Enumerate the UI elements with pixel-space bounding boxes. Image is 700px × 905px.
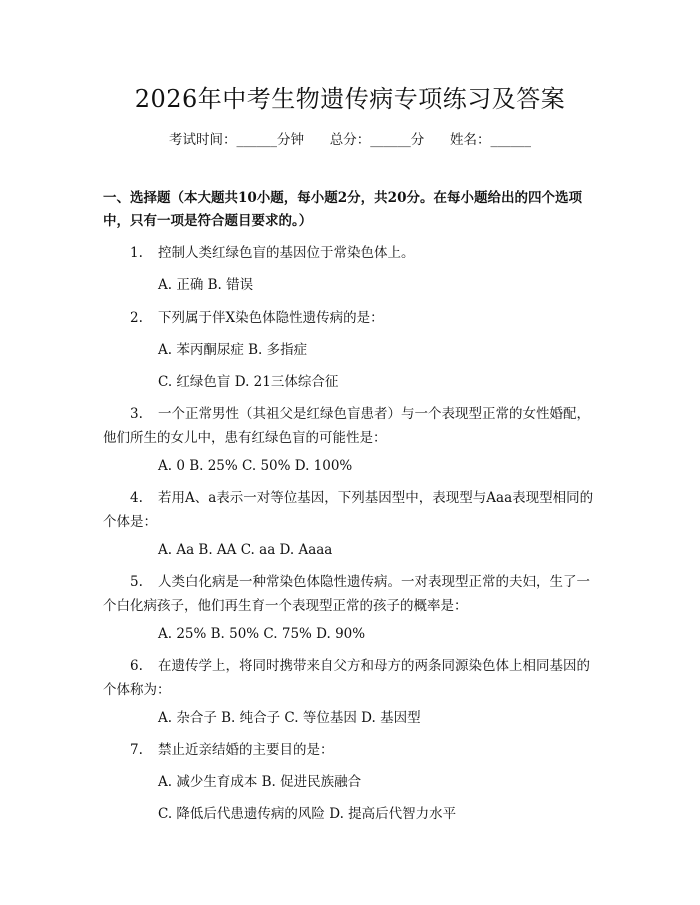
question-options: A. 减少生育成本 B. 促进民族融合 (158, 774, 362, 790)
question-options: A. 0 B. 25% C. 50% D. 100% (158, 458, 353, 474)
question-text: 控制人类红绿色盲的基因位于常染色体上。 (158, 245, 415, 261)
question-number: 6. (130, 658, 143, 674)
question-number: 5. (130, 574, 143, 590)
question-number: 1. (130, 245, 143, 261)
exam-info-line: 考试时间：______分钟 总分：______分 姓名：______ (169, 132, 531, 148)
question-text: 若用A、a表示一对等位基因，下列基因型中，表现型与Aaa表现型相同的个体是： (103, 490, 594, 530)
question-options: A. 正确 B. 错误 (158, 277, 254, 293)
section-header: 一、选择题（本大题共10小题，每小题2分，共20分。在每小题给出的四个选项中，只有一项是符合题目要求的。） (103, 190, 582, 229)
question-options: C. 降低后代患遗传病的风险 D. 提高后代智力水平 (158, 806, 457, 822)
question-number: 2. (130, 310, 143, 326)
question-number: 3. (130, 406, 143, 422)
question-text: 人类白化病是一种常染色体隐性遗传病。一对表现型正常的夫妇，生了一个白化病孩子，他们再生育一个表现型正常的孩子的概率是： (103, 574, 590, 614)
question-options: C. 红绿色盲 D. 21三体综合征 (158, 374, 339, 390)
question-number: 4. (130, 490, 143, 506)
question-options: A. 苯丙酮尿症 B. 多指症 (158, 342, 308, 358)
question-text: 下列属于伴X染色体隐性遗传病的是： (158, 310, 384, 326)
question-text: 一个正常男性（其祖父是红绿色盲患者）与一个表现型正常的女性婚配，他们所生的女儿中，患有红绿色盲的可能性是： (103, 406, 590, 446)
page-title: 2026年中考生物遗传病专项练习及答案 (134, 85, 566, 113)
question-options: A. 25% B. 50% C. 75% D. 90% (158, 626, 366, 642)
question-text: 在遗传学上，将同时携带来自父方和母方的两条同源染色体上相同基因的个体称为： (103, 658, 590, 698)
question-number: 7. (130, 742, 143, 758)
question-options: A. 杂合子 B. 纯合子 C. 等位基因 D. 基因型 (158, 710, 421, 726)
question-options: A. Aa B. AA C. aa D. Aaaa (158, 542, 333, 558)
question-text: 禁止近亲结婚的主要目的是： (158, 742, 334, 758)
